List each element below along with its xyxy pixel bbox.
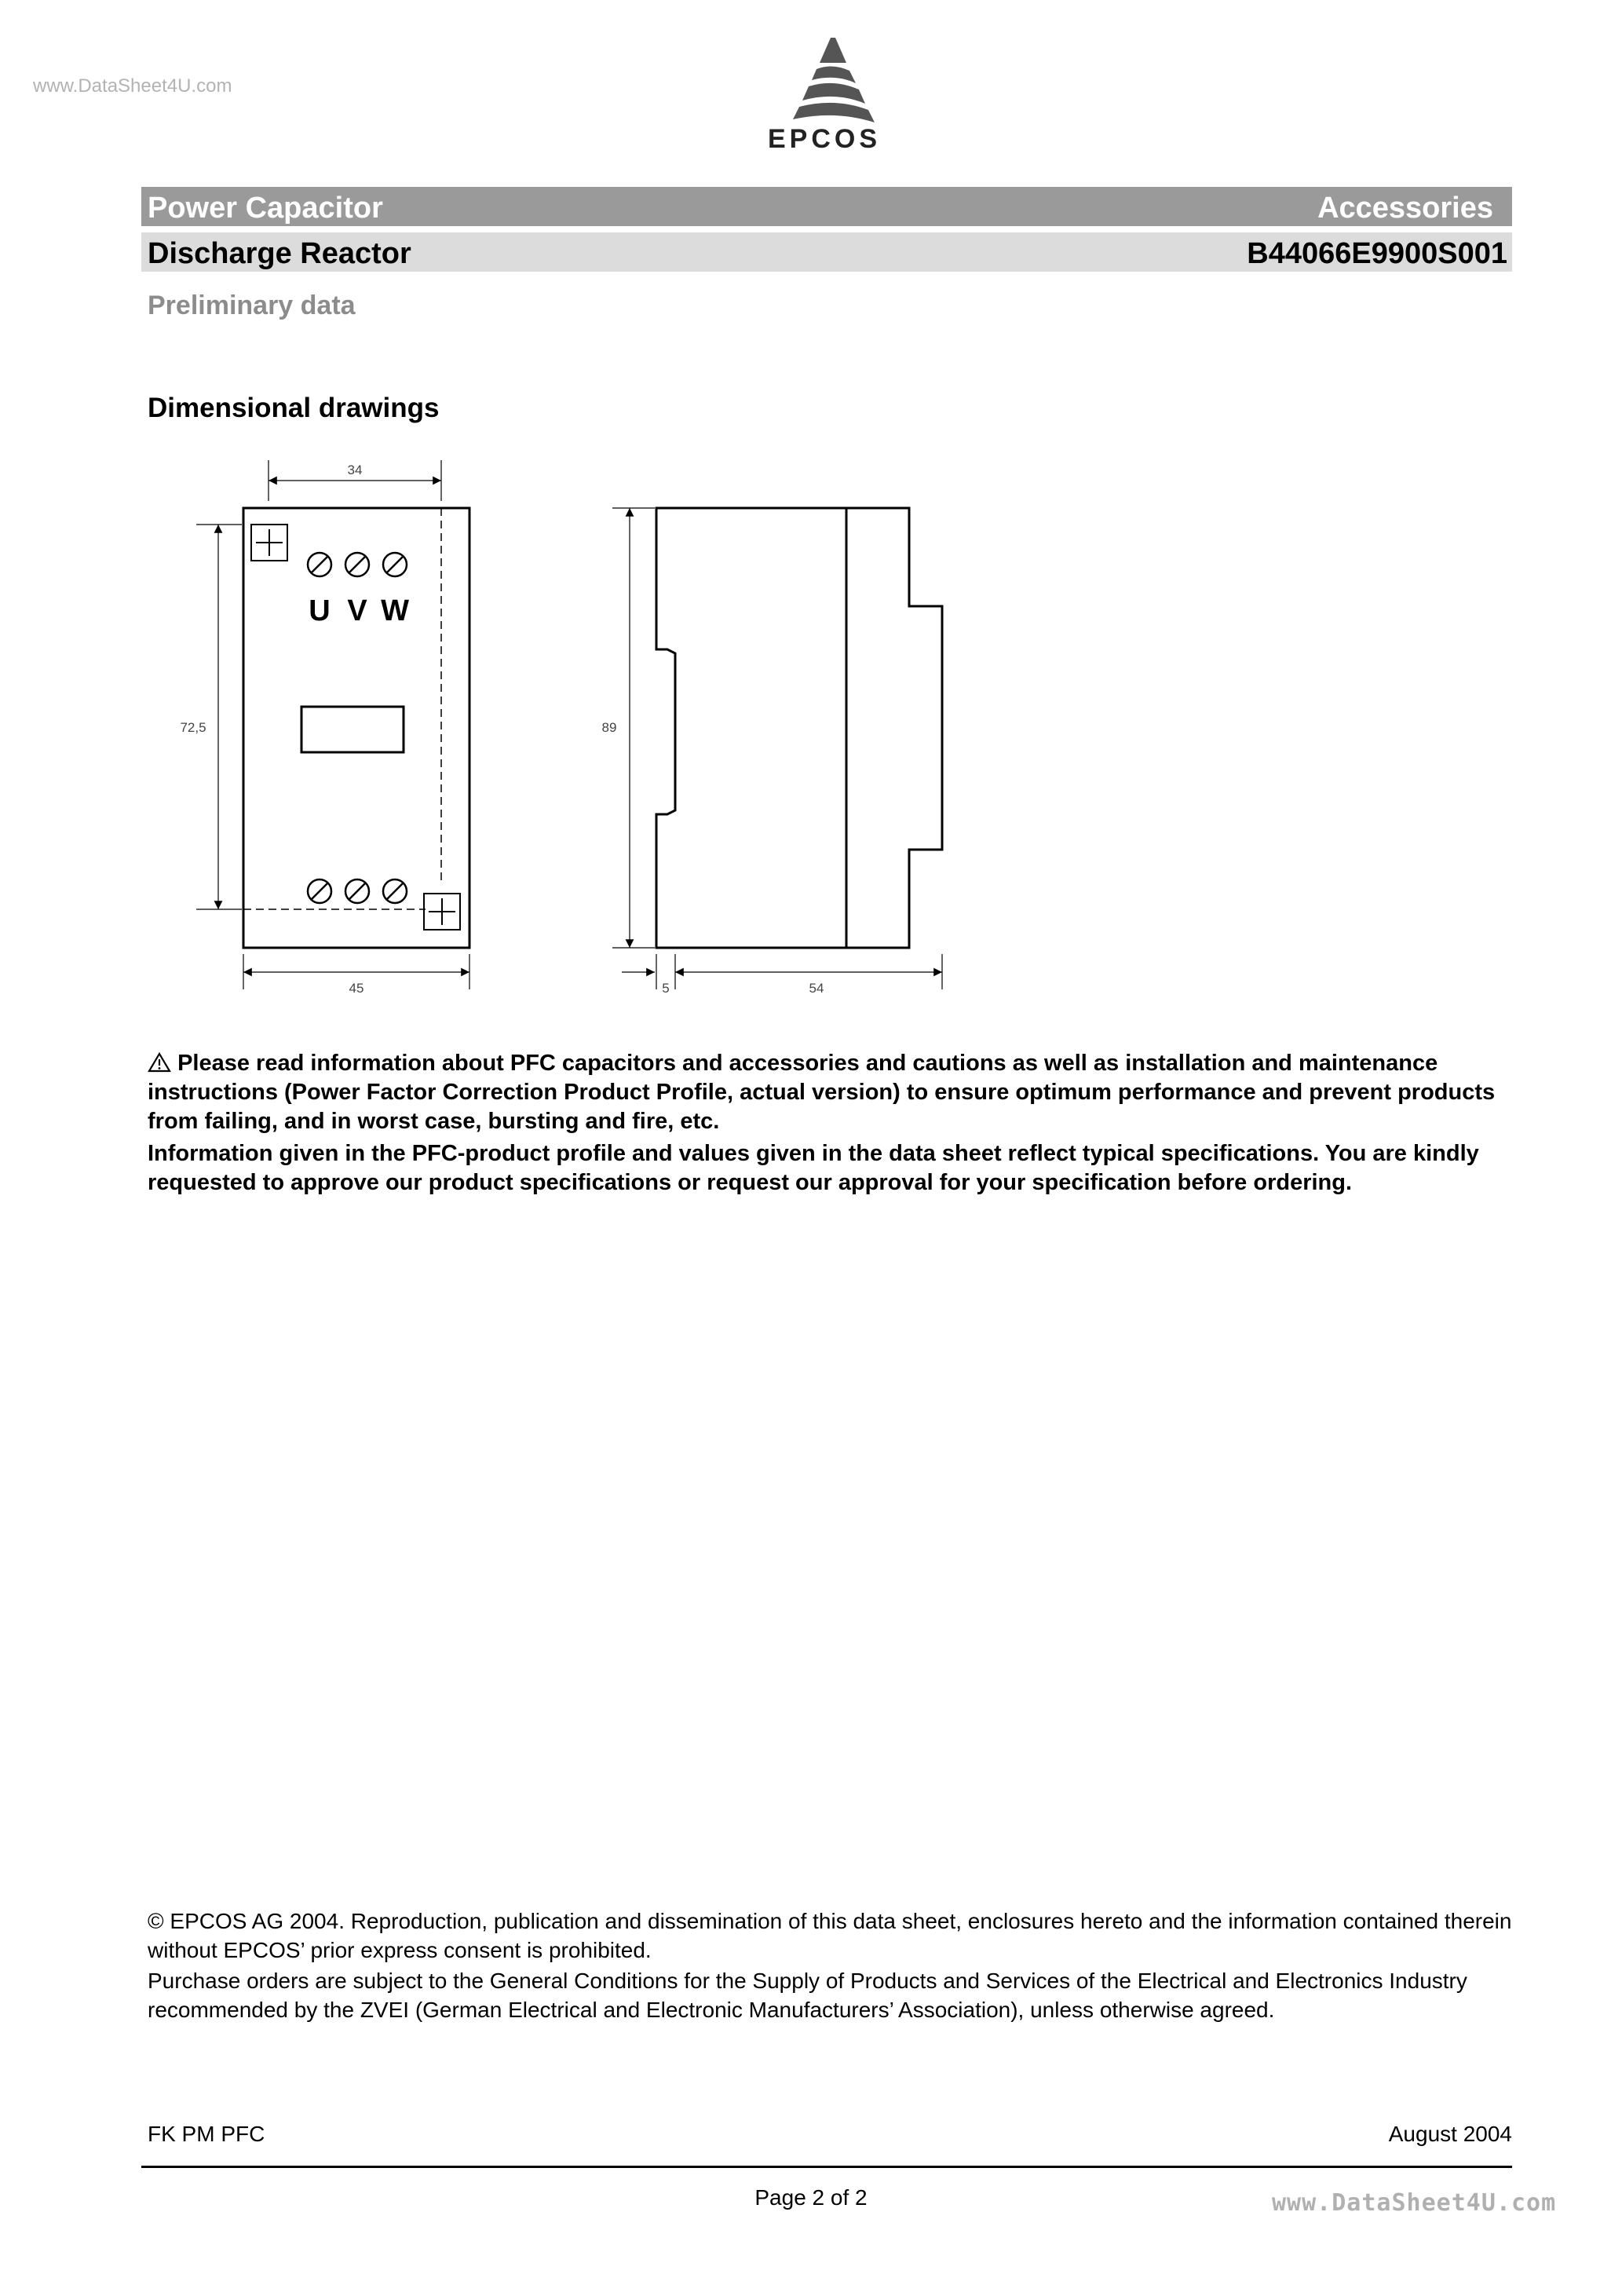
dim-bottom-width: 45 [349, 981, 364, 996]
terminal-label-u: U [309, 594, 331, 627]
product-bar [141, 232, 1512, 272]
status-label: Preliminary data [148, 291, 356, 320]
front-view [196, 460, 469, 989]
footer-date: August 2004 [1388, 2122, 1512, 2146]
category-title: Power Capacitor [148, 192, 383, 225]
part-number: B44066E9900S001 [1247, 237, 1507, 270]
caution-notice [148, 1049, 1514, 1136]
section-title: Dimensional drawings [148, 393, 440, 423]
category-bar [141, 187, 1512, 226]
dimensional-drawing [149, 448, 974, 1013]
purchase-terms-text: Purchase orders are subject to the General Conditions for the Supply of Products and Services of the Electrical and Electronics Industry recommended by the ZVEI (German Electrical and Electronic Manufacturers’ Association), unless otherwise agreed. [148, 1969, 1467, 2022]
dim-side-height: 89 [601, 720, 617, 735]
spec-notice: Information given in the PFC-product profile and values given in the data sheet reflect typical specifications. You are kindly requested to approve our product specifications or request our approval for your specification before ordering. [148, 1141, 1479, 1195]
watermark-bottom: www.DataSheet4U.com [1272, 2189, 1557, 2217]
footer-department: FK PM PFC [148, 2122, 265, 2146]
caution-text: Please read information about PFC capacitors and accessories and cautions as well as installation and maintenance instructions (Power Factor Correction Product Profile, actual version) to ensure optimum performance and prevent products from failing, and in worst case, bursting and fire, etc. [148, 1051, 1496, 1134]
copyright-text: © EPCOS AG 2004. Reproduction, publication and dissemination of this data sheet, enclosures hereto and the information contained therein without EPCOS’ prior express consent is prohibited. [148, 1909, 1512, 1962]
watermark-top: www.DataSheet4U.com [33, 75, 232, 97]
category-right: Accessories [1317, 192, 1493, 225]
dim-side-depth: 54 [809, 981, 824, 996]
page-number: Page 2 of 2 [754, 2185, 868, 2210]
dim-height-inner: 72,5 [180, 720, 206, 735]
product-title: Discharge Reactor [148, 237, 411, 270]
brand-name: EPCOS [767, 124, 882, 154]
warning-triangle-icon [148, 1052, 171, 1073]
dim-top-width: 34 [347, 462, 363, 477]
footer-divider [141, 2166, 1512, 2168]
side-view [612, 508, 942, 989]
terminal-label-w: W [381, 594, 409, 627]
dim-side-offset: 5 [662, 981, 670, 996]
terminal-label-v: V [347, 594, 367, 627]
